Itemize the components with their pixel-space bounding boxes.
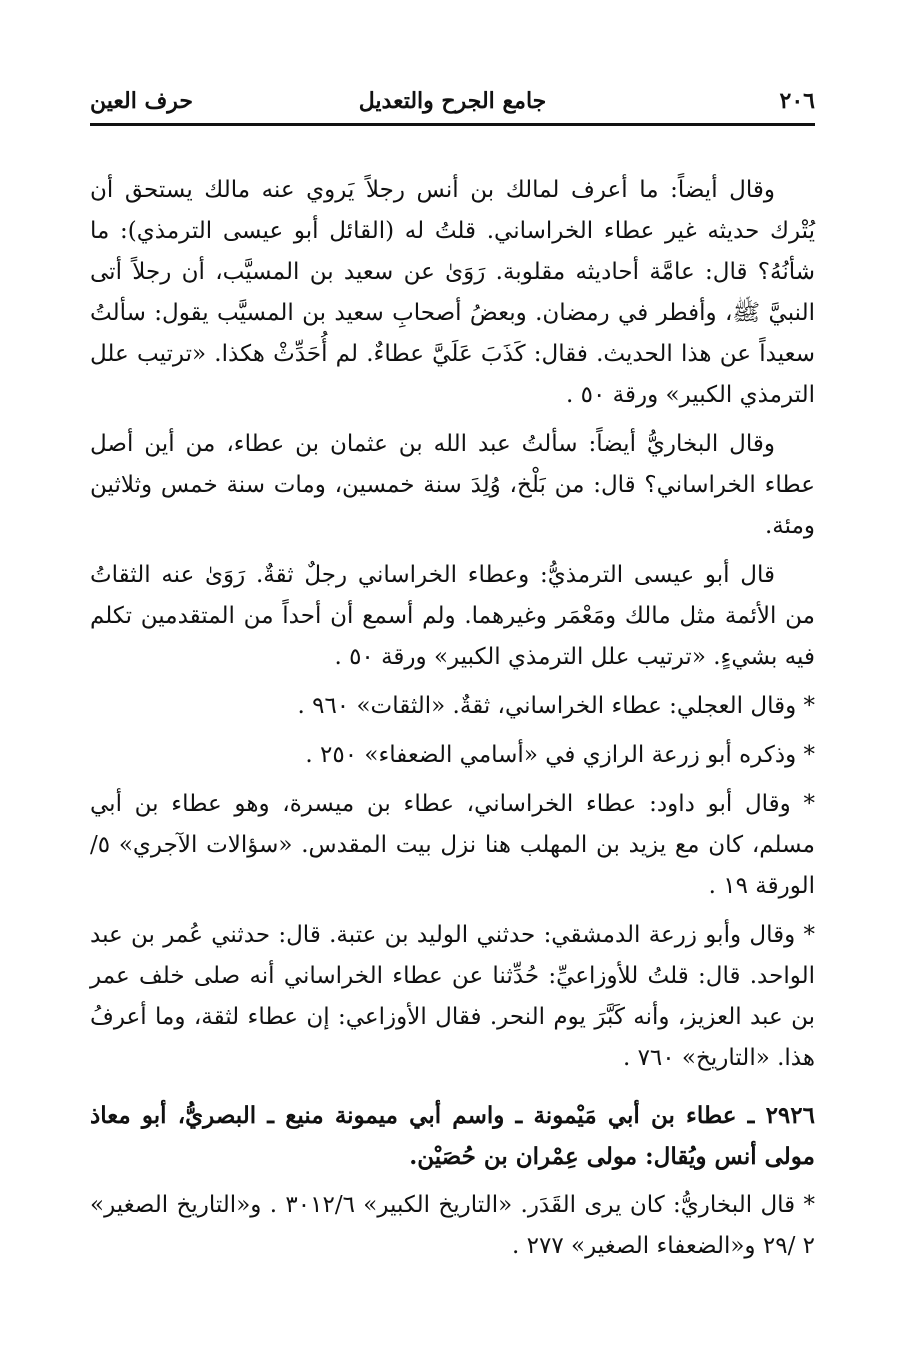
page-number: ٢٠٦ (779, 88, 815, 114)
paragraph: * وقال العجلي: عطاء الخراساني، ثقةٌ. «الثقات» ٩٦٠ . (297, 693, 815, 719)
entry-heading: ٢٩٢٦ ـ عطاء بن أبي مَيْمونة ـ واسم أبي ميمونة منيع ـ البصريُّ، أبو معاذ مولى أنس ويُقال: مولى عِمْران بن حُصَيْن. (90, 1102, 815, 1170)
paragraph: * وقال وأبو زرعة الدمشقي: حدثني الوليد بن عتبة. قال: حدثني عُمر بن عبد الواحد. قال: قلتُ للأوزاعيِّ: حُدِّثنا عن عطاء الخراساني أنه صلى خلف عمر بن عبد العزيز، وأنه كَبَّرَ يوم النحر. فقال الأوزاعي: إن عطاء لثقة، وما أعرفُ هذا. «التاريخ» ٧٦٠ . (90, 922, 815, 1071)
paragraph: * قال البخاريُّ: كان يرى القَدَر. «التاريخ الكبير» ٣٠١٢/٦ . و«التاريخ الصغير» ٢ /٢٩ و«الضعفاء الصغير» ٢٧٧ . (90, 1192, 816, 1259)
page-header (90, 86, 815, 120)
header-rule (90, 123, 815, 126)
section-title: حرف العين (90, 88, 194, 114)
book-title: جامع الجرح والتعديل (358, 88, 547, 114)
paragraph: * وذكره أبو زرعة الرازي في «أسامي الضعفاء» ٢٥٠ . (305, 742, 815, 768)
paragraph: وقال أيضاً: ما أعرف لمالك بن أنس رجلاً يَروي عنه مالك يستحق أن يُتْرك حديثه غير عطاء الخراساني. قلتُ له (القائل أبو عيسى الترمذي): ما شأنُهُ؟ قال: عامَّة أحاديثه مقلوبة. رَوَىٰ عن سعيد بن المسيَّب، أن رجلاً أتى النبيَّ ﷺ، وأفطر في رمضان. وبعضُ أصحابِ سعيد بن المسيَّب يقول: سألتُ سعيداً عن هذا الحديث. فقال: كَذَبَ عَلَيَّ عطاءٌ. لم أُحَدِّثْ هكذا. «ترتيب علل الترمذي الكبير» ورقة ٥٠ . (90, 177, 815, 408)
paragraph: * وقال أبو داود: عطاء الخراساني، عطاء بن ميسرة، وهو عطاء بن أبي مسلم، كان مع يزيد بن المهلب هنا نزل بيت المقدس. «سؤالات الآجري» ٥/الورقة ١٩ . (90, 791, 815, 899)
paragraph: قال أبو عيسى الترمذيُّ: وعطاء الخراساني رجلٌ ثقةٌ. رَوَىٰ عنه الثقاتُ من الأئمة مثل مالك ومَعْمَر وغيرهما. ولم أسمع أن أحداً من المتقدمين تكلم فيه بشيءٍ. «ترتيب علل الترمذي الكبير» ورقة ٥٠ . (90, 562, 815, 670)
page-body (90, 170, 815, 1275)
paragraph: وقال البخاريُّ أيضاً: سألتُ عبد الله بن عثمان بن عطاء، من أين أصل عطاء الخراساني؟ قال: من بَلْخ، وُلِدَ سنة خمسين، ومات سنة خمس وثلاثين ومئة. (90, 431, 815, 539)
